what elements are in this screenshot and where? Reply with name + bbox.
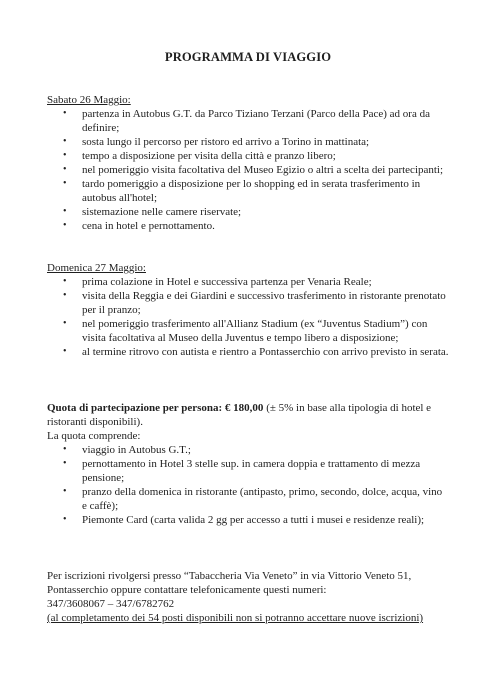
price-note: (± 5% in base alla tipologia di hotel e ristoranti disponibili). bbox=[47, 402, 432, 428]
saturday-heading: Sabato 26 Maggio: bbox=[47, 94, 131, 106]
sunday-heading: Domenica 27 Maggio: bbox=[47, 262, 146, 274]
included-item-2: • pernottamento in Hotel 3 stelle sup. in camera doppia e trattamento di mezza pensione; bbox=[47, 457, 449, 485]
sunday-item-1: • prima colazione in Hotel e successiva partenza per Venaria Reale; bbox=[47, 275, 449, 289]
included-heading: La quota comprende: bbox=[47, 430, 141, 442]
included-item-1: • viaggio in Autobus G.T.; bbox=[47, 443, 449, 457]
price-label: Quota di partecipazione per persona: € 180,00 bbox=[47, 402, 264, 414]
phone-numbers: 347/3608067 – 347/6782762 bbox=[47, 598, 175, 610]
saturday-item-6: • sistemazione nelle camere riservate; bbox=[47, 205, 449, 219]
price-paragraph bbox=[47, 401, 449, 429]
saturday-item-7: • cena in hotel e pernottamento. bbox=[47, 219, 449, 233]
sunday-item-4: • al termine ritrovo con autista e rientro a Pontasserchio con arrivo previsto in serata. bbox=[47, 345, 449, 359]
contacts-line-1: Per iscrizioni rivolgersi presso “Tabaccheria Via Veneto” in via Vittorio Veneto 51, bbox=[47, 570, 412, 582]
section-spacer bbox=[47, 527, 449, 569]
saturday-item-4: • nel pomeriggio visita facoltativa del Museo Egizio o altri a scelta dei partecipanti; bbox=[47, 163, 449, 177]
section-spacer bbox=[47, 233, 449, 261]
saturday-itinerary-list bbox=[47, 107, 449, 233]
saturday-item-3: • tempo a disposizione per visita della città e pranzo libero; bbox=[47, 149, 449, 163]
contacts-line-2: Pontasserchio oppure contattare telefonicamente questi numeri: bbox=[47, 584, 327, 596]
sunday-item-2: • visita della Reggia e dei Giardini e successivo trasferimento in ristorante prenotato per il pranzo; bbox=[47, 289, 449, 317]
saturday-item-5: • tardo pomeriggio a disposizione per lo shopping ed in serata trasferimento in autobus all'hotel; bbox=[47, 177, 449, 205]
sunday-item-3: • nel pomeriggio trasferimento all'Allianz Stadium (ex “Juventus Stadium”) con visita facoltativa al Museo della Juventus e tempo libero a disposizione; bbox=[47, 317, 449, 345]
page-title: PROGRAMMA DI VIAGGIO bbox=[164, 50, 332, 64]
sunday-itinerary-list bbox=[47, 275, 449, 359]
availability-note: (al completamento dei 54 posti disponibili non si potranno accettare nuove iscrizioni) bbox=[47, 612, 424, 624]
included-item-3: • pranzo della domenica in ristorante (antipasto, primo, secondo, dolce, acqua, vino e caffè); bbox=[47, 485, 449, 513]
contacts-block bbox=[47, 569, 449, 625]
saturday-item-2: • sosta lungo il percorso per ristoro ed arrivo a Torino in mattinata; bbox=[47, 135, 449, 149]
included-list bbox=[47, 443, 449, 527]
saturday-item-1: • partenza in Autobus G.T. da Parco Tiziano Terzani (Parco della Pace) ad ora da definire; bbox=[47, 107, 449, 135]
availability-note-row bbox=[47, 611, 449, 625]
section-spacer bbox=[47, 359, 449, 401]
included-item-4: • Piemonte Card (carta valida 2 gg per accesso a tutti i musei e residenze reali); bbox=[47, 513, 449, 527]
